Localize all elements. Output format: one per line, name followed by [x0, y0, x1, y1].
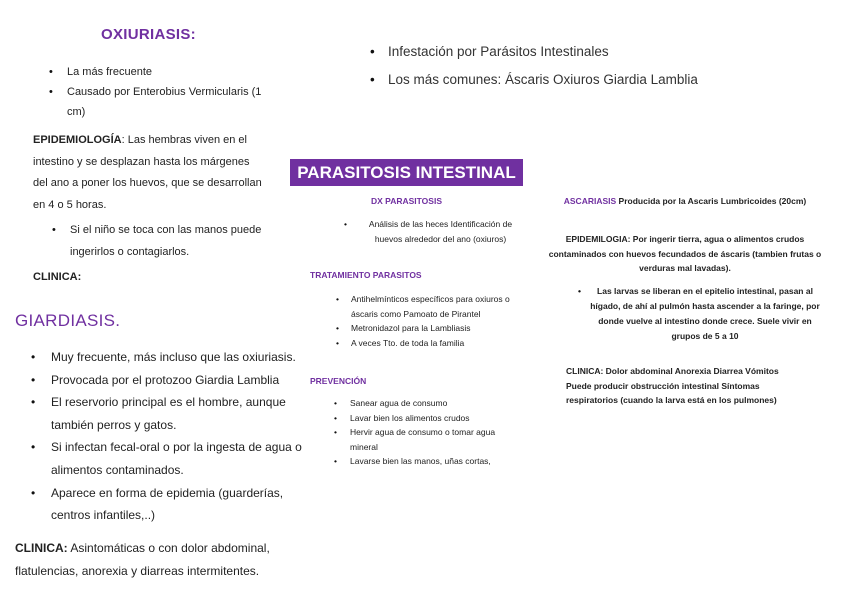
- intro-list: [388, 38, 828, 94]
- list-item: • El reservorio principal es el hombre, aunque también perros y gatos.: [51, 391, 311, 436]
- oxiuriasis-title: OXIURIASIS:: [101, 26, 196, 43]
- list-item: • Lavarse bien las manos, uñas cortas,: [350, 454, 520, 469]
- list-item: • Si infectan fecal-oral o por la ingesta de agua o alimentos contaminados.: [51, 436, 311, 481]
- list-item: • Si el niño se toca con las manos puede ingerirlos o contagiarlos.: [70, 220, 270, 263]
- list-item: • Aparece en forma de epidemia (guarderías, centros infantiles,..): [51, 482, 311, 527]
- oxiuriasis-clinica-label: CLINICA:: [33, 271, 82, 283]
- ascariasis-clinica: CLINICA: Dolor abdominal Anorexia Diarrea Vómitos Puede producir obstrucción intestinal Síntomas respiratorios (cuando la larva está en los pulmones): [566, 366, 779, 405]
- clinica-text: Asintomáticas o con dolor abdominal, flatulencias, anorexia y diarreas intermitentes.: [15, 541, 270, 578]
- epidemiologia-label: EPIDEMIOLOGÍA: [33, 134, 122, 146]
- ascariasis-epidemiologia: EPIDEMILOGIA: Por ingerir tierra, agua o alimentos crudos contaminados con huevos fecundados de áscaris (tambien frutas o verduras mal lavadas).: [548, 234, 822, 273]
- dx-heading: DX PARASITOSIS: [370, 196, 442, 206]
- list-item: • Antihelmínticos específicos para oxiuros o áscaris como Pamoato de Pirantel: [351, 292, 521, 321]
- prevencion-list: [350, 396, 520, 469]
- ascariasis-list: [590, 284, 820, 344]
- giardiasis-list: [51, 346, 311, 527]
- ascariasis-heading: ASCARIASIS: [563, 196, 617, 206]
- tratamiento-heading: TRATAMIENTO PARASITOS: [310, 270, 422, 280]
- oxiuriasis-epi-list: [70, 220, 270, 263]
- oxiuriasis-list: [67, 62, 282, 122]
- list-item: • Análisis de las heces Identificación de huevos alrededor del ano (oxiuros): [358, 217, 523, 246]
- giardiasis-title: GIARDIASIS.: [15, 311, 121, 330]
- list-item: • Metronidazol para la Lambliasis: [351, 321, 521, 336]
- list-item: • La más frecuente: [67, 62, 282, 82]
- clinica-label: CLINICA:: [15, 541, 68, 555]
- epidemiologia-text: : Las hembras viven en el intestino y se desplazan hasta los márgenes del ano a poner los huevos, que se desarrollan en 4 o 5 horas.: [33, 134, 262, 211]
- list-item: • Sanear agua de consumo: [350, 396, 520, 411]
- oxiuriasis-epidemiologia: [33, 130, 265, 216]
- ascariasis-heading-block: [545, 194, 825, 209]
- list-item: • Hervir agua de consumo o tomar agua mineral: [350, 425, 520, 454]
- list-item: • Muy frecuente, más incluso que las oxiuriasis.: [51, 346, 311, 369]
- list-item: • Las larvas se liberan en el epitelio intestinal, pasan al hígado, de ahí al pulmón hasta ascender a la faringe, por donde vuelve al intestino donde crece. Suele vivir en grupos de 5 a 10: [590, 284, 820, 344]
- prevencion-heading: PREVENCIÓN: [310, 376, 367, 386]
- giardiasis-clinica: [15, 537, 295, 582]
- prevencion-box: [300, 396, 530, 476]
- tratamiento-list: [351, 292, 521, 350]
- list-item: • Causado por Enterobius Vermicularis (1 cm): [67, 82, 282, 122]
- page-title: PARASITOSIS INTESTINAL: [290, 159, 523, 186]
- list-item: • Provocada por el protozoo Giardia Lamblia: [51, 369, 311, 392]
- ascariasis-heading-text: Producida por la Ascaris Lumbricoides (20cm): [616, 196, 807, 206]
- list-item: • A veces Tto. de toda la familia: [351, 336, 521, 351]
- list-item: • Lavar bien los alimentos crudos: [350, 411, 520, 426]
- list-item: • Los más comunes: Áscaris Oxiuros Giardia Lamblia: [388, 66, 828, 94]
- dx-list: [358, 217, 523, 246]
- list-item: • Infestación por Parásitos Intestinales: [388, 38, 828, 66]
